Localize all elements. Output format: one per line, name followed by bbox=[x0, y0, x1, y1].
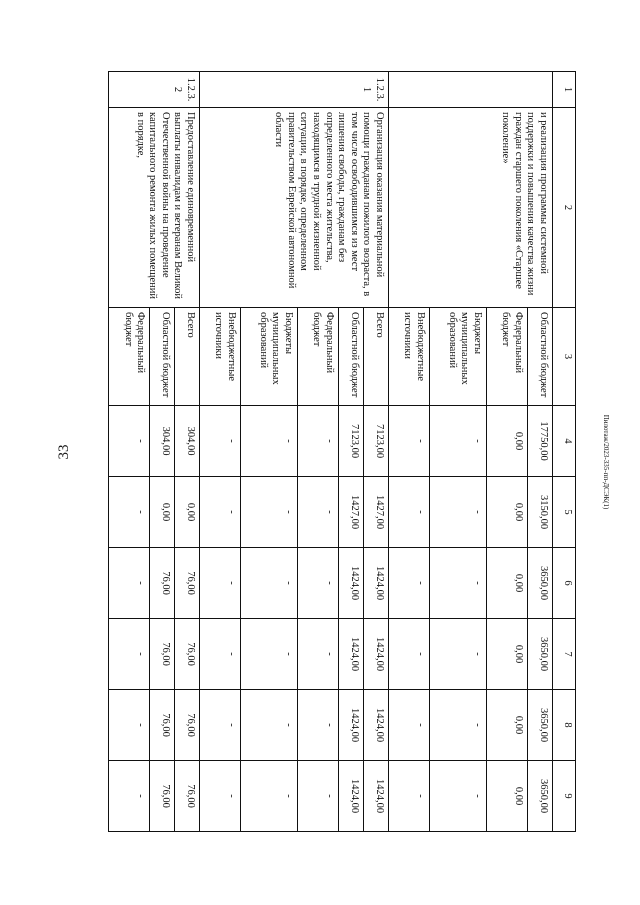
value-cell: 76,00 bbox=[150, 761, 175, 832]
event-description: Предоставление единовременной выплаты инвалидам и ветеранам Великой Отечественной войны на проведение капитального ремонта жилых помещений в порядке, bbox=[109, 108, 200, 308]
funding-source: Федеральный бюджет bbox=[109, 308, 150, 406]
funding-source: Внебюджетные источники bbox=[389, 308, 430, 406]
value-cell: - bbox=[430, 761, 487, 832]
value-cell: 0,00 bbox=[487, 619, 528, 690]
value-cell: 3650,00 bbox=[528, 690, 553, 761]
value-cell: 0,00 bbox=[175, 477, 200, 548]
value-cell: 1424,00 bbox=[339, 761, 364, 832]
funding-source: Внебюджетные источники bbox=[200, 308, 241, 406]
table-header-row bbox=[553, 72, 576, 832]
value-cell: 76,00 bbox=[175, 761, 200, 832]
funding-source: Федеральный бюджет bbox=[298, 308, 339, 406]
row-number: 1.2.3.1 bbox=[200, 72, 389, 108]
financing-table bbox=[108, 71, 576, 832]
value-cell: - bbox=[241, 690, 298, 761]
value-cell: 1427,00 bbox=[339, 477, 364, 548]
value-cell: - bbox=[389, 761, 430, 832]
value-cell: 76,00 bbox=[150, 548, 175, 619]
funding-source: Федеральный бюджет bbox=[487, 308, 528, 406]
value-cell: 0,00 bbox=[150, 477, 175, 548]
header-col-5: 5 bbox=[553, 477, 576, 548]
header-col-8: 8 bbox=[553, 690, 576, 761]
value-cell: - bbox=[200, 477, 241, 548]
value-cell: 3150,00 bbox=[528, 477, 553, 548]
funding-source: Всего bbox=[364, 308, 389, 406]
value-cell: - bbox=[298, 477, 339, 548]
funding-source: Бюджеты муниципальных образований bbox=[430, 308, 487, 406]
value-cell: - bbox=[200, 548, 241, 619]
value-cell: 0,00 bbox=[487, 548, 528, 619]
value-cell: 1424,00 bbox=[364, 761, 389, 832]
value-cell: - bbox=[241, 406, 298, 477]
header-col-9: 9 bbox=[553, 761, 576, 832]
value-cell: 76,00 bbox=[175, 548, 200, 619]
value-cell: 1424,00 bbox=[339, 690, 364, 761]
footer-document-code: Пилотаж/2023-335-пп-ДСЭК(1) bbox=[602, 414, 610, 510]
value-cell: 7123,00 bbox=[339, 406, 364, 477]
event-description: Организация оказания материальной помощи гражданам пожилого возраста, в том числе освободившимся из мест лишения свободы, гражданам без определенного места жительства, находящимся в трудной жизненной ситуации, в порядке, определенном правительством Еврейской автономной области bbox=[200, 108, 389, 308]
row-number bbox=[389, 72, 553, 108]
value-cell: 3650,00 bbox=[528, 619, 553, 690]
value-cell: - bbox=[200, 690, 241, 761]
value-cell: - bbox=[109, 690, 150, 761]
value-cell: 76,00 bbox=[150, 619, 175, 690]
value-cell: - bbox=[241, 619, 298, 690]
value-cell: 3650,00 bbox=[528, 761, 553, 832]
value-cell: - bbox=[298, 619, 339, 690]
value-cell: 3650,00 bbox=[528, 548, 553, 619]
value-cell: - bbox=[430, 477, 487, 548]
table-row bbox=[528, 72, 553, 832]
value-cell: - bbox=[200, 406, 241, 477]
value-cell: 0,00 bbox=[487, 690, 528, 761]
header-col-7: 7 bbox=[553, 619, 576, 690]
funding-source: Областной бюджет bbox=[528, 308, 553, 406]
value-cell: 76,00 bbox=[175, 690, 200, 761]
value-cell: - bbox=[109, 548, 150, 619]
value-cell: - bbox=[200, 619, 241, 690]
value-cell: - bbox=[241, 477, 298, 548]
value-cell: - bbox=[389, 477, 430, 548]
value-cell: - bbox=[389, 406, 430, 477]
page-number: 33 bbox=[56, 444, 72, 460]
header-col-2: 2 bbox=[553, 108, 576, 308]
funding-source: Всего bbox=[175, 308, 200, 406]
value-cell: - bbox=[389, 690, 430, 761]
header-col-6: 6 bbox=[553, 548, 576, 619]
value-cell: - bbox=[298, 406, 339, 477]
value-cell: 304,00 bbox=[175, 406, 200, 477]
value-cell: 1424,00 bbox=[364, 548, 389, 619]
funding-source: Бюджеты муниципальных образований bbox=[241, 308, 298, 406]
value-cell: - bbox=[430, 406, 487, 477]
value-cell: 7123,00 bbox=[364, 406, 389, 477]
value-cell: 1424,00 bbox=[364, 690, 389, 761]
rotated-table-container bbox=[108, 71, 576, 831]
value-cell: - bbox=[241, 761, 298, 832]
value-cell: - bbox=[200, 761, 241, 832]
value-cell: - bbox=[298, 548, 339, 619]
value-cell: 1424,00 bbox=[339, 548, 364, 619]
header-col-1: 1 bbox=[553, 72, 576, 108]
table-row bbox=[175, 72, 200, 832]
value-cell: - bbox=[109, 406, 150, 477]
value-cell: - bbox=[389, 548, 430, 619]
table-row bbox=[364, 72, 389, 832]
value-cell: - bbox=[430, 690, 487, 761]
value-cell: 0,00 bbox=[487, 477, 528, 548]
value-cell: - bbox=[109, 477, 150, 548]
header-col-4: 4 bbox=[553, 406, 576, 477]
value-cell: 76,00 bbox=[150, 690, 175, 761]
value-cell: 17750,00 bbox=[528, 406, 553, 477]
value-cell: 1427,00 bbox=[364, 477, 389, 548]
value-cell: 304,00 bbox=[150, 406, 175, 477]
funding-source: Областной бюджет bbox=[150, 308, 175, 406]
value-cell: - bbox=[430, 619, 487, 690]
value-cell: - bbox=[430, 548, 487, 619]
value-cell: - bbox=[298, 761, 339, 832]
value-cell: 0,00 bbox=[487, 761, 528, 832]
funding-source: Областной бюджет bbox=[339, 308, 364, 406]
event-description: и реализация программы системной поддержки и повышения качества жизни граждан старшего поколения «Старшее поколение» bbox=[389, 108, 553, 308]
header-col-3: 3 bbox=[553, 308, 576, 406]
row-number: 1.2.3.2 bbox=[109, 72, 200, 108]
value-cell: - bbox=[241, 548, 298, 619]
value-cell: 1424,00 bbox=[364, 619, 389, 690]
value-cell: 0,00 bbox=[487, 406, 528, 477]
value-cell: - bbox=[298, 690, 339, 761]
value-cell: 76,00 bbox=[175, 619, 200, 690]
value-cell: - bbox=[109, 619, 150, 690]
value-cell: 1424,00 bbox=[339, 619, 364, 690]
value-cell: - bbox=[109, 761, 150, 832]
value-cell: - bbox=[389, 619, 430, 690]
